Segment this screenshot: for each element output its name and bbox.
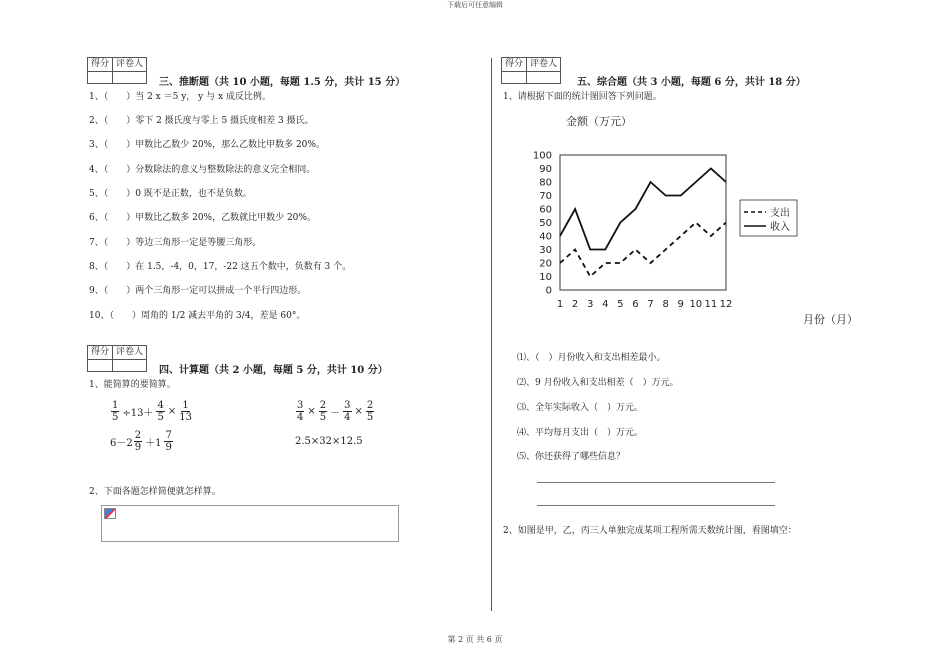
x-tick-label: 6 [632, 299, 639, 310]
question-item: 5、（ ）0 既不是正数，也不是负数。 [89, 189, 252, 199]
question-item: 8、（ ）在 1.5，-4，0，17，-22 这五个数中，负数有 3 个。 [89, 262, 352, 272]
chart-ylabel: 金额（万元） [566, 115, 632, 128]
y-tick-label: 50 [539, 218, 552, 229]
answer-line [537, 482, 775, 483]
x-tick-label: 11 [704, 299, 718, 310]
score-blank [88, 72, 113, 84]
sub-question: ⑶、全年实际收入（ ）万元。 [517, 403, 644, 413]
x-tick-label: 7 [647, 299, 654, 310]
x-tick-label: 2 [571, 299, 579, 310]
series-line-expense [560, 223, 726, 277]
y-tick-label: 100 [532, 150, 552, 162]
score-blank [502, 72, 527, 84]
header-note: 下载后可任意编辑 [447, 1, 503, 9]
x-tick-label: 4 [602, 299, 609, 310]
expression-1: $\frac{1}{5}$ ÷13＋ $\frac{4}{5}$ × $\frac{1}{13}$ [112, 400, 192, 423]
fraction: $\frac{4}{5}$ [157, 400, 164, 423]
x-tick-label: 8 [662, 299, 669, 310]
y-tick-label: 60 [539, 204, 552, 216]
grader-blank [113, 72, 147, 84]
comprehensive-question-2: 2、如图是甲，乙，丙三人单独完成某项工程所需天数统计图，看图填空： [503, 526, 797, 536]
series-line-income [560, 169, 726, 250]
section5-title: 五、综合题（共 3 小题，每题 6 分，共计 18 分） [577, 77, 806, 88]
chart-xlabel: 月份（月） [803, 313, 858, 326]
x-tick-label: 5 [617, 299, 624, 310]
y-tick-label: 40 [539, 231, 552, 243]
plot-frame [560, 155, 726, 290]
question-item: 9、（ ）两个三角形一定可以拼成一个平行四边形。 [89, 286, 307, 296]
y-tick-label: 0 [545, 285, 552, 297]
question-item: 1、（ ）当 2 x ＝5 y， y 与 x 成反比例。 [89, 92, 271, 102]
y-tick-label: 80 [539, 177, 552, 189]
line-chart [520, 140, 860, 340]
question-item: 3、（ ）甲数比乙数少 20%，那么乙数比甲数多 20%。 [89, 140, 325, 150]
image-placeholder-box [101, 505, 399, 542]
y-tick-label: 20 [539, 258, 552, 270]
score-label: 得分 [502, 58, 527, 72]
sub-question: ⑸、你还获得了哪些信息？ [517, 452, 626, 462]
score-box-section5 [501, 57, 561, 84]
fraction: $\frac{1}{13}$ [179, 400, 192, 423]
sub-question: ⑷、平均每月支出（ ）万元。 [517, 428, 644, 438]
expression-3: 6－2 $\frac{2}{9}$ ＋1 $\frac{7}{9}$ [110, 430, 172, 453]
question-item: 4、（ ）分数除法的意义与整数除法的意义完全相同。 [89, 165, 316, 175]
calc-question-1: 1、能简算的要简算。 [89, 380, 176, 390]
score-box-section3 [87, 57, 147, 84]
fraction: $\frac{7}{9}$ [165, 430, 172, 453]
question-item: 7、（ ）等边三角形一定是等腰三角形。 [89, 238, 262, 248]
grader-label: 评卷人 [113, 58, 147, 72]
fraction: $\frac{1}{5}$ [112, 400, 119, 423]
sub-question: ⑴、（ ）月份收入和支出相差最小。 [517, 353, 666, 363]
sub-question: ⑵、9 月份收入和支出相差（ ）万元。 [517, 378, 679, 388]
x-tick-label: 3 [586, 299, 594, 310]
x-tick-label: 12 [719, 299, 733, 310]
fraction: $\frac{3}{4}$ [297, 400, 304, 423]
answer-line [537, 505, 775, 506]
expression-4: 2.5×32×12.5 [295, 436, 363, 447]
x-tick-label: 10 [689, 299, 703, 310]
score-blank [88, 360, 113, 372]
expression-2: $\frac{3}{4}$ × $\frac{2}{5}$ － $\frac{3}{4}$ × $\frac{2}{5}$ [297, 400, 374, 423]
fraction: $\frac{2}{9}$ [134, 430, 142, 453]
legend-label: 收入 [770, 222, 790, 233]
score-label: 得分 [88, 346, 113, 360]
fraction: $\frac{2}{5}$ [319, 400, 327, 423]
score-box-section4 [87, 345, 147, 372]
y-tick-label: 10 [539, 272, 552, 283]
comprehensive-question-1: 1、请根据下面的统计图回答下列问题。 [503, 92, 662, 102]
section3-title: 三、推断题（共 10 小题，每题 1.5 分，共计 15 分） [159, 77, 406, 88]
x-tick-label: 9 [677, 299, 684, 310]
x-tick-label: 1 [556, 299, 564, 310]
question-item: 10、（ ）周角的 1/2 减去平角的 3/4，差是 60°。 [89, 311, 306, 321]
question-item: 6、（ ）甲数比乙数多 20%，乙数就比甲数少 20%。 [89, 213, 316, 223]
section4-title: 四、计算题（共 2 小题，每题 5 分，共计 10 分） [159, 365, 388, 376]
question-item: 2、（ ）零下 2 摄氏度与零上 5 摄氏度相差 3 摄氏。 [89, 116, 314, 126]
grader-label: 评卷人 [113, 346, 147, 360]
calc-question-2: 2、下面各题怎样简便就怎样算。 [89, 487, 221, 497]
broken-image-icon [104, 508, 116, 519]
y-tick-label: 70 [539, 191, 552, 202]
y-tick-label: 30 [539, 245, 552, 256]
fraction: $\frac{2}{5}$ [366, 400, 374, 423]
page-footer: 第 2 页 共 6 页 [447, 635, 503, 644]
grader-label: 评卷人 [527, 58, 561, 72]
fraction: $\frac{3}{4}$ [344, 400, 351, 423]
grader-blank [527, 72, 561, 84]
score-label: 得分 [88, 58, 113, 72]
grader-blank [113, 360, 147, 372]
legend-label: 支出 [770, 208, 790, 219]
y-tick-label: 90 [539, 164, 552, 175]
column-divider [491, 58, 492, 611]
